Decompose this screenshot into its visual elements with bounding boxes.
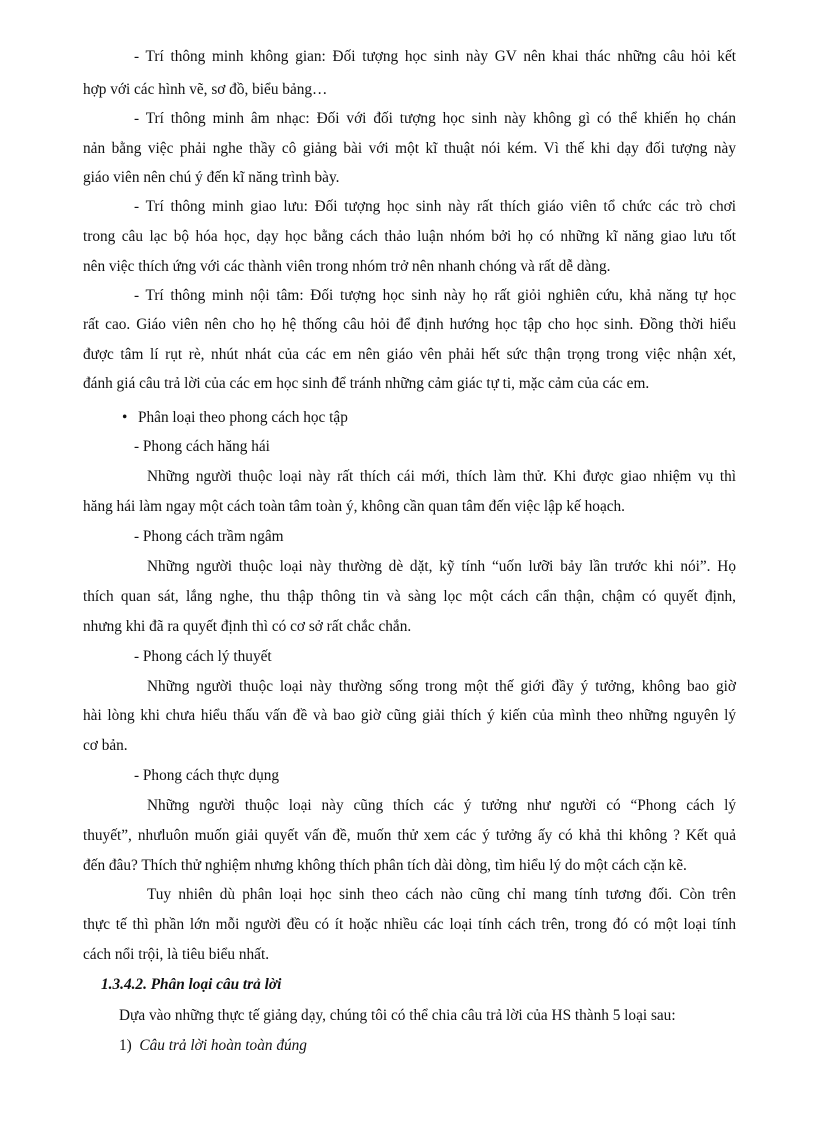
paragraph-line: - Trí thông minh âm nhạc: Đối với đối tượng học sinh này không gì có thể khiến họ chán <box>134 110 736 127</box>
paragraph-line: nên việc thích ứng với các thành viên trong nhóm trở nên nhanh chóng và rất dễ dàng. <box>83 258 611 275</box>
bullet-text: Phân loại theo phong cách học tập <box>138 409 348 426</box>
paragraph-line: thuyết”, nhưluôn muốn giải quyết vấn đề, muốn thử xem các ý tưởng ấy có khả thi không ? Kết quả <box>83 827 736 844</box>
paragraph-line: đến đâu? Thích thử nghiệm nhưng không thích phân tích dài dòng, tìm hiểu lý do một cách cặn kẽ. <box>83 857 687 874</box>
paragraph-line: - Trí thông minh không gian: Đối tượng học sinh này GV nên khai thác những câu hỏi kết <box>134 48 736 65</box>
paragraph-line: - Trí thông minh giao lưu: Đối tượng học sinh này rất thích giáo viên tổ chức các trò chơi <box>134 198 736 215</box>
paragraph-line: Những người thuộc loại này cũng thích các ý tưởng như người có “Phong cách lý <box>147 797 736 814</box>
paragraph-line: đánh giá câu trả lời của các em học sinh để tránh những cảm giác tự ti, mặc cảm của các em. <box>83 375 650 392</box>
list-item <box>119 1036 736 1056</box>
list-text: Câu trả lời hoàn toàn đúng <box>139 1037 307 1054</box>
paragraph-line: - Trí thông minh nội tâm: Đối tượng học sinh này họ rất giỏi nghiên cứu, khả năng tự học <box>134 287 736 304</box>
style-title: - Phong cách lý thuyết <box>134 648 272 665</box>
paragraph-line: cơ bản. <box>83 737 128 754</box>
paragraph-line: Những người thuộc loại này thường sống trong một thế giới đầy ý tưởng, không bao giờ <box>147 678 736 695</box>
bullet-item <box>122 408 736 428</box>
paragraph-line: nản bằng việc phải nghe thầy cô giảng bài với một kĩ thuật nói kém. Vì thế khi dạy đối tượng này <box>83 140 736 157</box>
list-number: 1) <box>119 1037 132 1054</box>
style-title: - Phong cách thực dụng <box>134 767 280 784</box>
style-title: - Phong cách hăng hái <box>134 438 270 455</box>
paragraph-line: hăng hái làm ngay một cách toàn tâm toàn ý, không cần quan tâm đến việc lập kế hoạch. <box>83 498 626 515</box>
paragraph-line: Tuy nhiên dù phân loại học sinh theo cách nào cũng chỉ mang tính tương đối. Còn trên <box>147 886 736 903</box>
paragraph-line: thực tế thì phần lớn mỗi người đều có ít hoặc nhiều các loại tính cách trên, trong đó có một loại tính <box>83 916 736 933</box>
paragraph-line: cách nổi trội, là tiêu biểu nhất. <box>83 946 270 963</box>
paragraph-line: Những người thuộc loại này thường dè dặt, kỹ tính “uốn lưỡi bảy lần trước khi nói”. Họ <box>147 558 736 575</box>
section-heading: 1.3.4.2. Phân loại câu trả lời <box>101 976 282 993</box>
paragraph-line: giáo viên nên chú ý đến kĩ năng trình bày. <box>83 169 340 186</box>
paragraph-line: thích quan sát, lắng nghe, thu thập thông tin và sàng lọc một cách cẩn thận, chậm có quyết định, <box>83 588 736 605</box>
intro-line: Dựa vào những thực tế giảng dạy, chúng tôi có thể chia câu trả lời của HS thành 5 loại sau: <box>119 1007 676 1024</box>
bullet-icon: • <box>122 409 128 426</box>
paragraph-line: hợp với các hình vẽ, sơ đồ, biểu bảng… <box>83 81 328 98</box>
paragraph-line: rất cao. Giáo viên nên cho họ hệ thống câu hỏi để định hướng học tập cho học sinh. Đồng thời hiểu <box>83 316 736 333</box>
paragraph-line: nhưng khi đã ra quyết định thì có cơ sở rất chắc chắn. <box>83 618 412 635</box>
paragraph-line: trong câu lạc bộ hóa học, dạy học bằng cách thảo luận nhóm bởi họ có những kĩ năng giao lưu tốt <box>83 228 736 245</box>
paragraph-line: hài lòng khi chưa hiểu thấu vấn đề và bao giờ cũng giải thích ý kiến của mình theo những nguyên lý <box>83 707 736 724</box>
paragraph-line: Những người thuộc loại này rất thích cái mới, thích làm thử. Khi được giao nhiệm vụ thì <box>147 468 736 485</box>
paragraph-line: được tâm lí rụt rè, nhút nhát của các em nên giáo vên phải hết sức thận trọng trong việc nhận xét, <box>83 346 736 363</box>
style-title: - Phong cách trầm ngâm <box>134 528 284 545</box>
